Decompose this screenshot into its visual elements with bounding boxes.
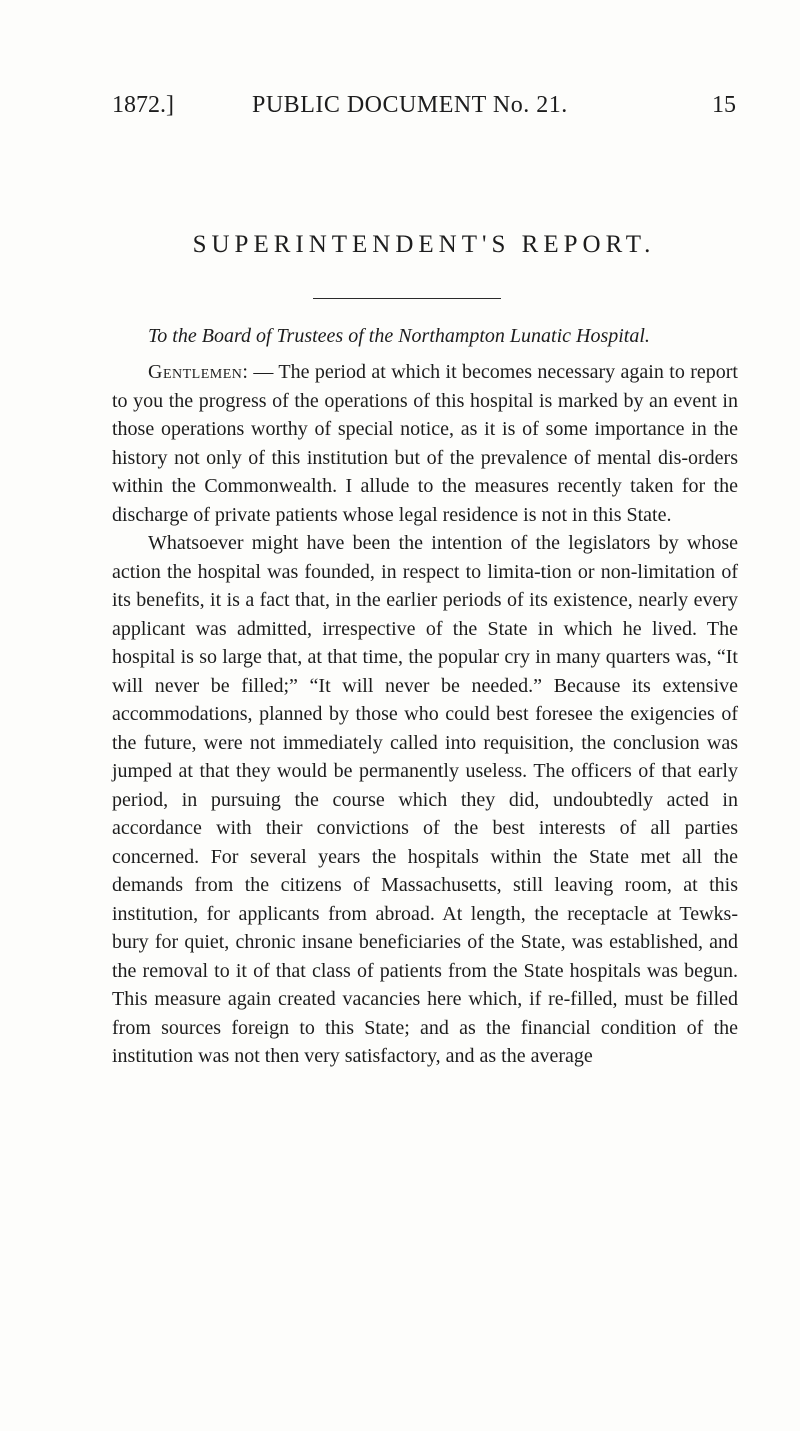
header-title: PUBLIC DOCUMENT No. 21. (252, 92, 568, 118)
header-year: 1872.] (112, 92, 174, 118)
page-number: 15 (712, 92, 736, 118)
paragraph-1 (112, 358, 738, 529)
title-rule (313, 298, 501, 299)
paragraph-1-text: : — The period at which it becomes necessary again to report to you the progress of the operations of this hospital is marked by an event in those operations worthy of special notice, as it is of some importance in the history not only of this institution but of the prevalence of mental dis-orders within the Commonwealth. I allude to the measures recently taken for the discharge of private patients whose legal residence is not in this State. (112, 361, 738, 526)
salutation: Gentlemen (148, 361, 243, 383)
report-title: SUPERINTENDENT'S REPORT. (192, 231, 656, 258)
report-body (112, 358, 738, 1071)
address-line: To the Board of Trustees of the Northampton Lunatic Hospital. (148, 325, 650, 347)
running-header (112, 88, 736, 122)
paragraph-2: Whatsoever might have been the intention of the legislators by whose action the hospital was founded, in respect to limita-tion or non-limitation of its benefits, it is a fact that, in the earlier periods of its existence, nearly every applicant was admitted, irrespective of the State in which he lived. The hospital is so large that, at that time, the popular cry in many quarters was, “It will never be filled;” “It will never be needed.” Because its extensive accommodations, planned by those who could best foresee the exigencies of the future, were not immediately called into requisition, the conclusion was jumped at that they would be permanently useless. The officers of that early period, in pursuing the course which they did, undoubtedly acted in accordance with their convictions of the best interests of all parties concerned. For several years the hospitals within the State met all the demands from the citizens of Massachusetts, still leaving room, at this institution, for applicants from abroad. At length, the receptacle at Tewks-bury for quiet, chronic insane beneficiaries of the State, was established, and the removal to it of that class of patients from the State hospitals was begun. This measure again created vacancies here which, if re-filled, must be filled from sources foreign to this State; and as the financial condition of the institution was not then very satisfactory, and as the average (112, 532, 738, 1067)
